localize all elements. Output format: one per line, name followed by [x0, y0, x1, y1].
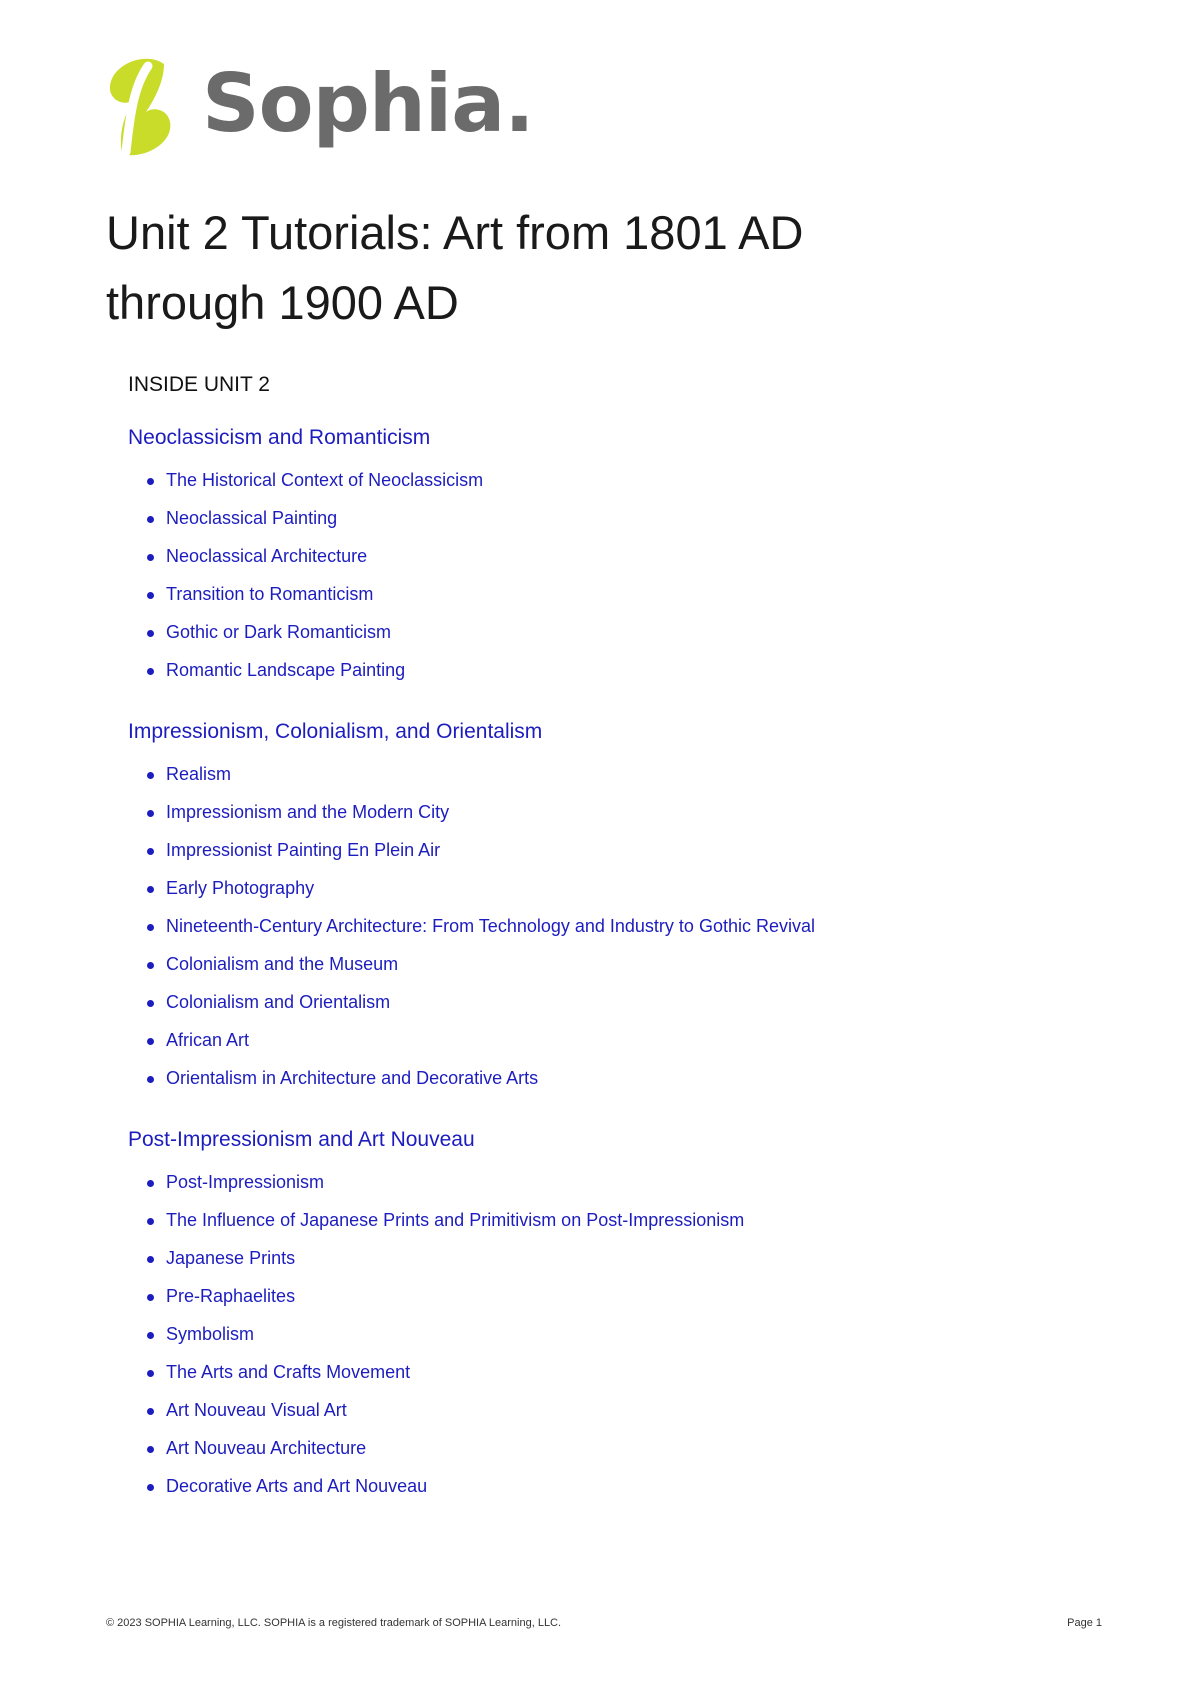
page-footer: [106, 1617, 1102, 1629]
bullet-icon: [147, 772, 154, 779]
list-item: [128, 1319, 1128, 1357]
section-title-link[interactable]: Neoclassicism and Romanticism: [128, 426, 431, 449]
sophia-logo: [104, 55, 534, 160]
bullet-icon: [147, 1000, 154, 1007]
logo-wordmark: Sophia.: [202, 56, 534, 150]
tutorial-link[interactable]: Art Nouveau Visual Art: [166, 1400, 347, 1420]
bullet-icon: [147, 592, 154, 599]
bullet-icon: [147, 478, 154, 485]
unit-contents: [128, 370, 1128, 1533]
tutorial-link[interactable]: Orientalism in Architecture and Decorative Arts: [166, 1068, 539, 1088]
bullet-icon: [147, 1294, 154, 1301]
tutorial-link[interactable]: Early Photography: [166, 878, 315, 898]
bullet-icon: [147, 1370, 154, 1377]
list-item: [128, 949, 1128, 987]
bullet-icon: [147, 668, 154, 675]
tutorial-link[interactable]: Nineteenth-Century Architecture: From Technology and Industry to Gothic Revival: [166, 916, 815, 936]
tutorial-link[interactable]: The Influence of Japanese Prints and Primitivism on Post-Impressionism: [166, 1210, 745, 1230]
tutorial-link[interactable]: Art Nouveau Architecture: [166, 1438, 367, 1458]
tutorial-list: [128, 1167, 1128, 1509]
bullet-icon: [147, 1408, 154, 1415]
list-item: [128, 655, 1128, 693]
list-item: [128, 987, 1128, 1025]
title-line-2: through 1900 AD: [106, 276, 459, 329]
page-title: [106, 198, 1106, 338]
tutorial-list: [128, 465, 1128, 693]
page-number: Page 1: [1067, 1617, 1102, 1629]
bullet-icon: [147, 554, 154, 561]
list-item: [128, 1281, 1128, 1319]
sophia-s-leaf-icon: [104, 56, 176, 160]
list-item: [128, 835, 1128, 873]
tutorial-link[interactable]: Impressionism and the Modern City: [166, 802, 450, 822]
tutorial-link[interactable]: Romantic Landscape Painting: [166, 660, 406, 680]
list-item: [128, 1063, 1128, 1101]
list-item: [128, 1433, 1128, 1471]
bullet-icon: [147, 1256, 154, 1263]
bullet-icon: [147, 1484, 154, 1491]
section-title-link[interactable]: Post-Impressionism and Art Nouveau: [128, 1128, 475, 1151]
section-title-link[interactable]: Impressionism, Colonialism, and Orientalism: [128, 720, 543, 743]
tutorial-link[interactable]: Neoclassical Architecture: [166, 546, 368, 566]
copyright-text: © 2023 SOPHIA Learning, LLC. SOPHIA is a registered trademark of SOPHIA Learning, LLC.: [106, 1617, 562, 1629]
tutorial-link[interactable]: Pre-Raphaelites: [166, 1286, 296, 1306]
bullet-icon: [147, 1180, 154, 1187]
tutorial-list: [128, 759, 1128, 1101]
bullet-icon: [147, 1332, 154, 1339]
list-item: [128, 759, 1128, 797]
tutorial-link[interactable]: Colonialism and the Museum: [166, 954, 399, 974]
tutorial-link[interactable]: Realism: [166, 764, 232, 784]
inside-unit-label: INSIDE UNIT 2: [128, 373, 270, 396]
tutorial-link[interactable]: The Historical Context of Neoclassicism: [166, 470, 484, 490]
list-item: [128, 1395, 1128, 1433]
title-line-1: Unit 2 Tutorials: Art from 1801 AD: [106, 206, 804, 259]
list-item: [128, 1205, 1128, 1243]
tutorial-link[interactable]: Transition to Romanticism: [166, 584, 374, 604]
list-item: [128, 503, 1128, 541]
bullet-icon: [147, 516, 154, 523]
list-item: [128, 1243, 1128, 1281]
tutorial-link[interactable]: The Arts and Crafts Movement: [166, 1362, 411, 1382]
list-item: [128, 873, 1128, 911]
tutorial-link[interactable]: Decorative Arts and Art Nouveau: [166, 1476, 428, 1496]
bullet-icon: [147, 630, 154, 637]
bullet-icon: [147, 1038, 154, 1045]
tutorial-link[interactable]: Colonialism and Orientalism: [166, 992, 391, 1012]
list-item: [128, 797, 1128, 835]
list-item: [128, 579, 1128, 617]
list-item: [128, 465, 1128, 503]
list-item: [128, 541, 1128, 579]
bullet-icon: [147, 1218, 154, 1225]
bullet-icon: [147, 1076, 154, 1083]
bullet-icon: [147, 848, 154, 855]
list-item: [128, 1357, 1128, 1395]
bullet-icon: [147, 886, 154, 893]
bullet-icon: [147, 924, 154, 931]
tutorial-link[interactable]: African Art: [166, 1030, 250, 1050]
tutorial-link[interactable]: Gothic or Dark Romanticism: [166, 622, 392, 642]
bullet-icon: [147, 962, 154, 969]
tutorial-link[interactable]: Neoclassical Painting: [166, 508, 338, 528]
bullet-icon: [147, 1446, 154, 1453]
tutorial-link[interactable]: Symbolism: [166, 1324, 255, 1344]
list-item: [128, 911, 1128, 949]
tutorial-link[interactable]: Post-Impressionism: [166, 1172, 325, 1192]
tutorial-link[interactable]: Impressionist Painting En Plein Air: [166, 840, 441, 860]
list-item: [128, 617, 1128, 655]
list-item: [128, 1167, 1128, 1205]
bullet-icon: [147, 810, 154, 817]
tutorial-link[interactable]: Japanese Prints: [166, 1248, 296, 1268]
list-item: [128, 1025, 1128, 1063]
list-item: [128, 1471, 1128, 1509]
